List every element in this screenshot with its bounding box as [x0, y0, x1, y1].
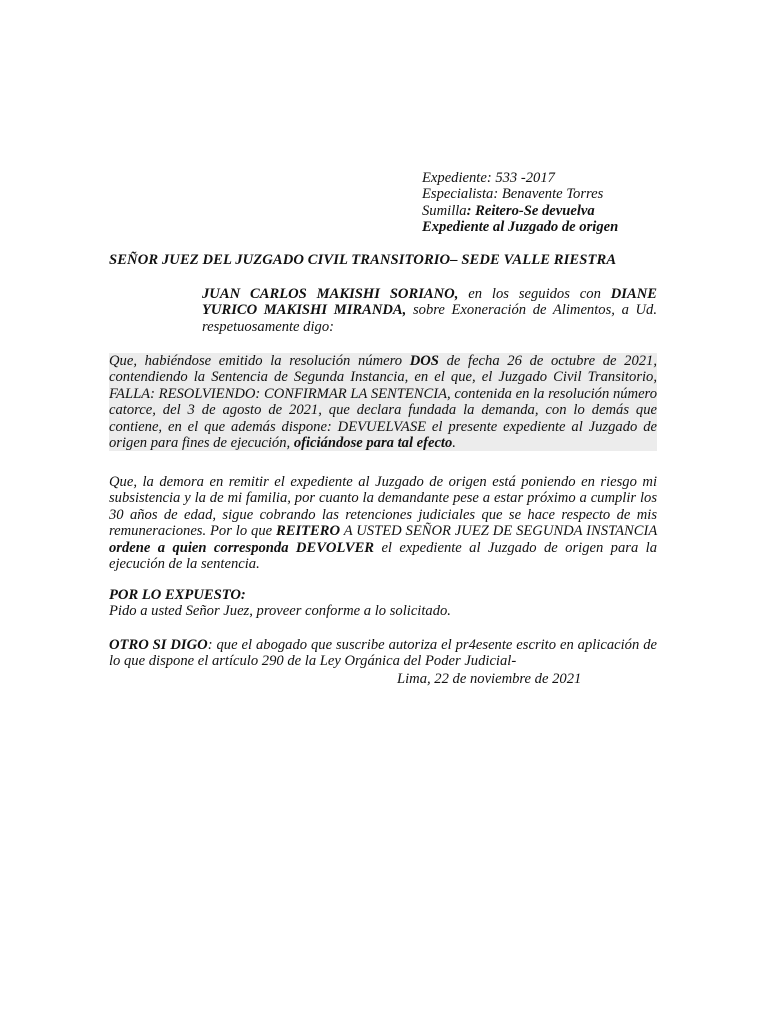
- p1-text-a: Que, habiéndose emitido la resolución número: [109, 353, 410, 369]
- closing-text: Pido a usted Señor Juez, proveer conforme a lo solicitado.: [109, 603, 451, 620]
- otrosi-paragraph: [109, 637, 657, 670]
- p1-text-c: de fecha 26 de octubre de 2021, contendiendo la Sentencia de Segunda Instancia, en el que, el Juzgado Civil Transitorio, FALLA: RESOLVIENDO: CONFIRMAR LA SENTENCIA, contenida en la resolución número catorce, del 3 de agosto de 2021, que declara fundada la demanda, con lo demás que contiene, en el que además dispone: DEVUELVASE el presente expediente al Juzgado de origen para fines de ejecución,: [109, 353, 657, 452]
- p1-oficiandose: oficiándose para tal efecto: [293, 435, 453, 452]
- p2-text-e: el expediente al Juzgado de origen para la ejecución de la sentencia.: [109, 539, 657, 573]
- closing-section: [109, 587, 451, 620]
- p1-text-e: .: [452, 435, 456, 452]
- otrosi-label: OTRO SI DIGO: [109, 637, 208, 653]
- case-number: Expediente: 533 -2017: [422, 170, 555, 186]
- p2-text-a: Que, la demora en remitir el expediente al Juzgado de origen está poniendo en riesgo mi subsistencia y la de mi familia, por cuanto la demandante pese a estar próximo a cumplir los 30 años de edad, sigue cobrando las retenciones judiciales que se hace respecto de mis remuneraciones. Por lo que: [109, 474, 657, 540]
- intro-paragraph: [202, 286, 657, 335]
- summary-continuation: Expediente al Juzgado de origen: [422, 219, 619, 236]
- place-date: Lima, 22 de noviembre de 2021: [397, 671, 582, 687]
- paragraph-delay: [109, 474, 657, 572]
- otrosi-text: : que el abogado que suscribe autoriza el pr4esente escrito en aplicación de lo que dispone el artículo 290 de la Ley Orgánica del Poder Judicial-: [109, 637, 657, 670]
- defendant-name: DIANE YURICO MAKISHI MIRANDA,: [202, 286, 657, 319]
- paragraph-resolution: [109, 353, 657, 451]
- p2-reitero: REITERO: [276, 523, 341, 540]
- specialist: Especialista: Benavente Torres: [422, 186, 604, 203]
- closing-title: POR LO EXPUESTO:: [109, 587, 246, 603]
- summary-value: : Reitero-Se devuelva: [466, 202, 595, 219]
- summary-line: [422, 203, 662, 219]
- case-header: [422, 170, 662, 236]
- intro-text-1: en los seguidos con: [458, 286, 611, 302]
- intro-text-2: sobre Exoneración de Alimentos, a Ud. respetuosamente digo:: [202, 302, 657, 335]
- summary-label: Sumilla: [422, 202, 467, 219]
- addressee: SEÑOR JUEZ DEL JUZGADO CIVIL TRANSITORIO– SEDE VALLE RIESTRA: [109, 252, 617, 268]
- p2-ordene: ordene a quien corresponda DEVOLVER: [109, 539, 375, 556]
- p1-resolution-number: DOS: [409, 353, 439, 369]
- p2-text-c: A USTED SEÑOR JUEZ DE SEGUNDA INSTANCIA: [340, 523, 657, 540]
- plaintiff-name: JUAN CARLOS MAKISHI SORIANO,: [202, 286, 459, 302]
